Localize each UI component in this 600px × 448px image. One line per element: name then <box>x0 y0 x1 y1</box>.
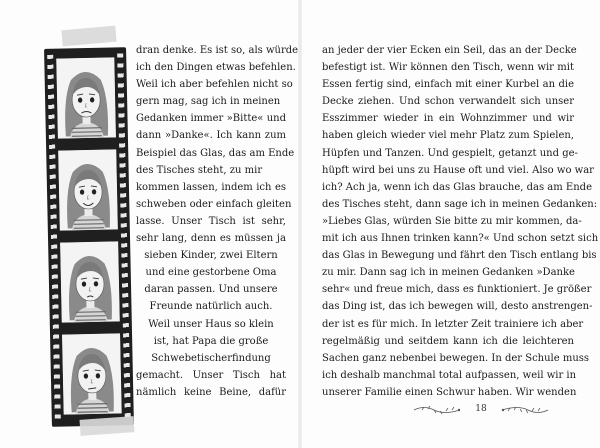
text-line: lasse. Unser Tisch ist sehr, <box>136 215 286 227</box>
text-line: sieben Kinder, zwei Eltern <box>144 250 278 262</box>
girl-portrait-icon <box>58 149 118 230</box>
photo-frame-2 <box>58 149 118 230</box>
tape-bottom <box>80 416 135 436</box>
text-line: unserer Familie einen Schwur haben. Wir wenden <box>322 386 577 398</box>
text-line: Sachen ganz nebenbei bewegen. In der Schule muss <box>322 352 590 364</box>
floral-divider-icon <box>412 404 462 416</box>
text-line: Schwebetischerfindung <box>151 352 271 364</box>
text-line: das Glas in Bewegung und fährt den Tisch entlang bis <box>322 250 597 262</box>
text-line: hüpft wird bei uns zu Hause oft und viel. Also wo war <box>322 164 594 176</box>
text-line: das Ding ist, das ich bewegen will, desto anstrengen- <box>322 301 593 313</box>
text-line: des Tisches steht, zu mir <box>136 164 263 176</box>
text-line: sehr lang, denn es müssen ja <box>136 233 286 245</box>
text-line: an jeder der vier Ecken ein Seil, das an der Decke <box>322 45 577 56</box>
photo-frame-3 <box>60 241 120 322</box>
text-line: mit ich aus Ihnen trinken kann?« Und schon setzt sich <box>322 233 599 245</box>
text-line: des Tisches steht, dann sage ich in meinen Gedanken: <box>322 198 598 210</box>
text-line: Esszimmer wieder in ein Wohnzimmer und wir <box>322 113 574 125</box>
girl-portrait-icon <box>56 57 116 138</box>
text-line: zu mir. Dann sag ich in meinen Gedanken »Danke <box>322 267 575 279</box>
text-line: Beispiel das Glas, das am Ende <box>136 147 295 159</box>
text-line: regelmäßig und seitdem kann ich die leichteren <box>322 335 574 347</box>
girl-portrait-icon <box>60 241 120 322</box>
text-line: schweben oder einfach gleiten <box>136 198 292 210</box>
text-line: nämlich keine Beine, dafür <box>136 386 286 398</box>
girl-portrait-icon <box>62 333 122 414</box>
right-page-text <box>322 42 599 401</box>
text-line: ist, hat Papa die große <box>153 335 269 347</box>
photo-frame-4 <box>62 333 122 414</box>
text-line: befestigt ist. Wir können den Tisch, wenn wir mit <box>322 62 574 74</box>
text-line: Weil unser Haus so klein <box>148 318 274 330</box>
text-line: kommen lassen, indem ich es <box>136 181 286 193</box>
text-line: Freunde natürlich auch. <box>149 301 273 313</box>
text-line: ich deshalb manchmal total aufpassen, weil wir in <box>322 369 577 381</box>
text-line: gern mag, sag ich in meinen <box>136 96 281 108</box>
text-line: haben gleich wieder viel mehr Platz zum Spielen, <box>322 130 574 142</box>
text-line: dann »Danke«. Ich kann zum <box>136 130 286 142</box>
film-strip-illustration <box>44 47 134 427</box>
text-line: »Liebes Glas, würden Sie bitte zu mir kommen, da- <box>322 215 582 227</box>
text-line: Hüpfen und Tanzen. Und gespielt, getanzt und ge- <box>322 147 578 159</box>
text-line: der ist es für mich. In letzter Zeit trainiere ich aber <box>322 318 584 330</box>
text-line: dran denke. Es ist so, als würde <box>136 45 299 56</box>
text-line: sehr« und freue mich, dass es funktioniert. Je größer <box>322 284 592 296</box>
text-line: ich? Ach ja, wenn ich das Glas brauche, das am Ende <box>322 181 592 193</box>
photo-frame-1 <box>56 57 116 138</box>
text-line: gemacht. Unser Tisch hat <box>136 369 286 381</box>
text-line: Essen fertig sind, einfach mit einer Kurbel an die <box>322 79 574 91</box>
tape-top <box>61 26 116 47</box>
text-line: Decke ziehen. Und schon verwandelt sich unser <box>322 96 574 108</box>
page-number: 18 <box>475 404 487 414</box>
text-line: und eine gestorbene Oma <box>145 267 277 279</box>
text-line: ich den Dingen etwas befehlen. <box>136 62 296 74</box>
page-gutter <box>298 0 302 448</box>
text-line: Weil ich aber befehlen nicht so <box>136 79 293 91</box>
floral-divider-icon <box>500 404 550 416</box>
left-page-text <box>136 42 299 401</box>
text-line: Gedanken immer »Bitte« und <box>136 113 286 125</box>
text-line: daran passen. Und unsere <box>144 284 278 296</box>
